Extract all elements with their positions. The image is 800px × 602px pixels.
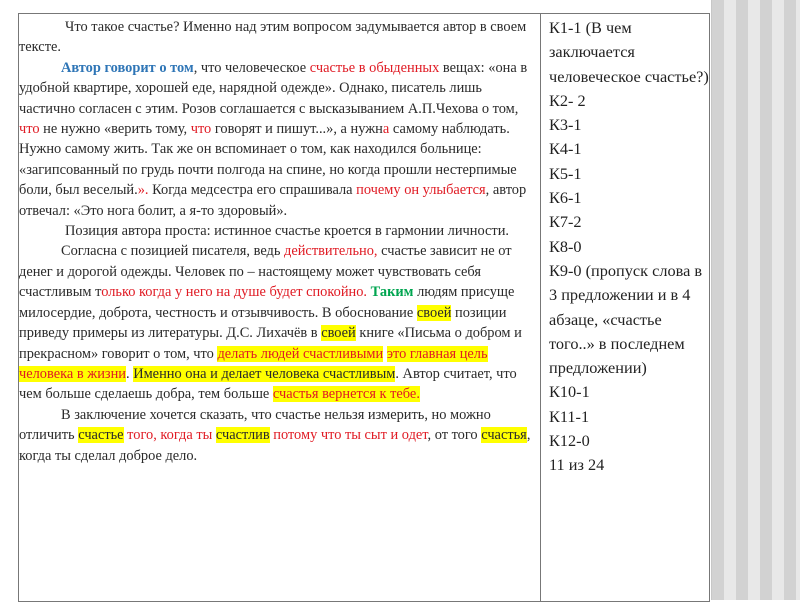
total-score: 11 из 24 — [549, 455, 605, 475]
essay-p4-j: своей — [321, 325, 356, 342]
essay-p4-b: действительно, — [284, 243, 378, 260]
essay-p4-i: позиции приведу примеры из литературы. Д.С. Лихачёв в — [19, 304, 507, 342]
assessment-table — [18, 13, 710, 602]
essay-p2-i: а — [382, 121, 390, 138]
essay-p4-f: Таким — [370, 284, 414, 301]
essay-p2-c: счастье в обыденных — [309, 59, 440, 76]
essay-p4-o: . — [125, 365, 134, 382]
essay-p2-h: говорят и пишут...», а нужн — [211, 121, 383, 138]
essay-p5-f: , от того — [427, 427, 482, 444]
essay-p4-q: . Автор считает, что чем больше сделаешь добра, тем больше — [19, 365, 517, 403]
essay-p3-text: Позиция автора проста: истинное счастье кроется в гармонии личности. — [65, 223, 509, 240]
essay-paragraph-2 — [19, 58, 535, 221]
essay-p2-n: , автор отвечал: «Это нога болит, а я-то здоровый». — [19, 182, 527, 219]
essay-p2-l: Когда медсестра его спрашивала — [148, 182, 357, 199]
essay-p2-b: , что человеческое — [193, 59, 310, 76]
essay-p4-l: делать людей счастливыми — [217, 345, 384, 362]
criterion-k8: К8-0 — [549, 236, 582, 256]
essay-cell — [19, 14, 541, 601]
essay-p5-b: счастье — [78, 427, 124, 444]
essay-p4-p: Именно она и делает человека счастливым — [133, 365, 396, 382]
essay-p4-a: Согласна с позицией писателя, ведь — [61, 243, 285, 260]
criterion-k4: К4-1 — [549, 139, 582, 159]
essay-p4-r: счастья вернется к тебе. — [272, 386, 420, 403]
essay-p4-n: это главная цель человека в жизни — [19, 345, 488, 382]
essay-paragraph-4 — [19, 241, 535, 404]
essay-p2-k: ». — [137, 182, 149, 199]
essay-p1-text: Что такое счастье? Именно над этим вопросом задумывается автор в своем тексте. — [19, 19, 527, 56]
essay-p4-c: счастье зависит не от денег и дорогой одежды. Человек по – настоящему может чувствовать себя счастливым т — [19, 243, 512, 301]
criterion-k2: К2- 2 — [549, 90, 586, 110]
essay-p5-h: , когда ты сделал доброе дело. — [19, 427, 531, 464]
criterion-k10: К10-1 — [549, 382, 590, 402]
essay-p2-d: вещах: «она в удобной квартире, хорошей еде, нарядной одежде». Однако, писатель лишь частично согласен с этим. Розов соглашается с высказыванием А.П.Чехова о том, — [19, 59, 528, 117]
essay-p5-d: счастлив — [215, 427, 270, 444]
criterion-k9: К9-0 (пропуск слова в 3 предложении и в 4 абзаце, «счастье того..» в последнем предложении) — [549, 260, 703, 378]
essay-paragraph-1 — [19, 17, 535, 58]
essay-p2-f: не нужно «верить тому, — [39, 121, 191, 138]
criterion-k12: К12-0 — [549, 431, 590, 451]
criterion-k5: К5-1 — [549, 163, 582, 183]
essay-p4-k: книге «Письма о добром и прекрасном» говорит о том, что — [19, 325, 522, 362]
essay-p5-a: В заключение хочется сказать, что счастье нельзя измерить, но можно отличить — [19, 406, 491, 444]
essay-p2-e: что — [19, 121, 40, 138]
essay-p5-e: потому что ты сыт и одет — [269, 427, 428, 444]
decorative-stripes — [712, 0, 800, 600]
criteria-cell — [541, 14, 709, 601]
criterion-k7: К7-2 — [549, 212, 582, 232]
essay-p5-g: счастья — [481, 427, 527, 444]
essay-paragraph-5 — [19, 405, 535, 466]
essay-text — [19, 17, 535, 466]
essay-p2-g: что — [190, 121, 212, 138]
essay-p2-m: почему он улыбается — [356, 182, 486, 199]
criterion-k3: К3-1 — [549, 115, 582, 135]
essay-p2-a: Автор говорит о том — [61, 59, 194, 76]
essay-paragraph-3 — [19, 221, 535, 241]
essay-p4-g: людям присуще милосердие, доброта, честность и отзывчивость. В обоснование — [19, 284, 515, 321]
essay-p2-j: самому наблюдать. Нужно самому жить. Так же он вспоминает о том, как находился больнице: «загипсованный по грудь почти полгода на спине, но когда прошли нестерпимые боли, был веселый. — [19, 121, 517, 199]
essay-p4-h: своей — [416, 304, 452, 321]
essay-p4-d: олько когда у него на душе будет спокойно. — [101, 284, 368, 301]
essay-p5-c: того, когда ты — [123, 427, 216, 444]
criterion-k11: К11-1 — [549, 406, 590, 426]
criterion-k6: К6-1 — [549, 188, 582, 208]
criterion-k1: К1-1 (В чем заключается человеческое счастье?) — [549, 18, 709, 86]
criteria-list — [549, 16, 709, 478]
